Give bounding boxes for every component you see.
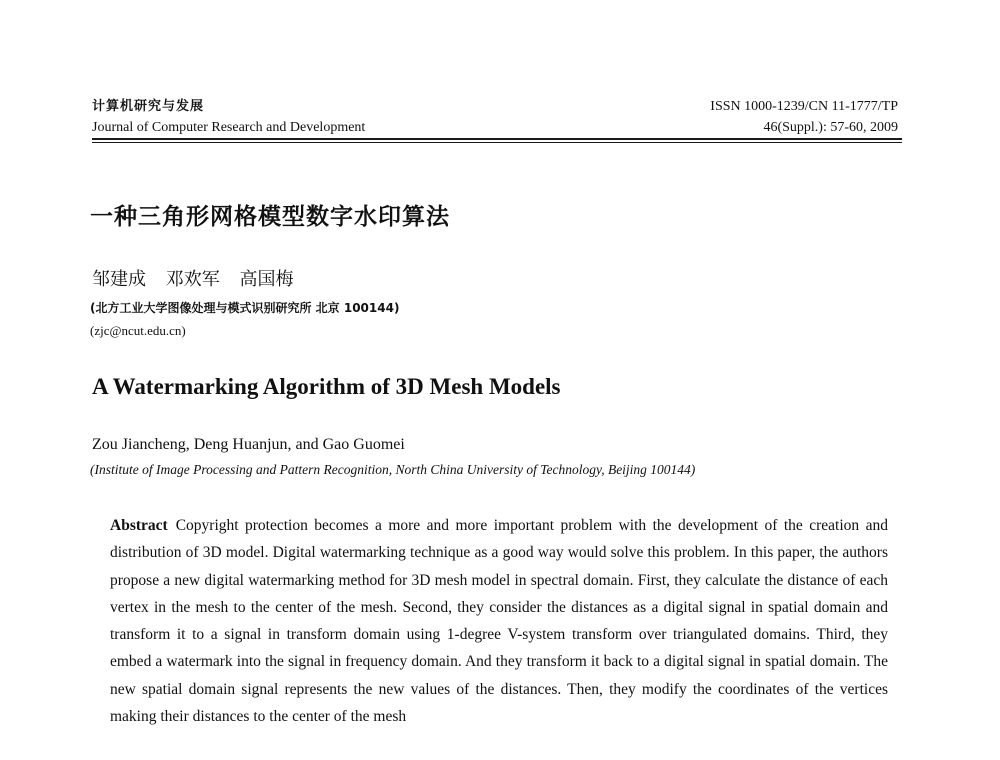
journal-name-cn: 计算机研究与发展 (92, 99, 205, 114)
header-divider-thin (92, 142, 902, 143)
article-title-en: A Watermarking Algorithm of 3D Mesh Models (92, 374, 561, 399)
author-email: (zjc@ncut.edu.cn) (90, 323, 186, 338)
journal-header-right (710, 98, 898, 137)
authors-en: Zou Jiancheng, Deng Huanjun, and Gao Guomei (92, 436, 405, 453)
header-divider-thick (92, 138, 902, 140)
issn-info: ISSN 1000-1239/CN 11-1777/TP (710, 99, 898, 114)
abstract (110, 512, 888, 730)
abstract-label: Abstract (110, 517, 168, 534)
authors-cn: 邹建成 邓欢军 高国梅 (92, 269, 294, 290)
abstract-text: Copyright protection becomes a more and more important problem with the development of the creation and distribution of 3D model. Digital watermarking technique as a good way would solve this problem. In this paper, the authors propose a new digital watermarking method for 3D mesh model in spectral domain. First, they calculate the distance of each vertex in the mesh to the center of the mesh. Second, they consider the distances as a digital signal in spatial domain and transform it to a signal in transform domain using 1-degree V-system transform over triangulated domains. Third, they embed a watermark into the signal in frequency domain. And they transform it back to a digital signal in spatial domain. The new spatial domain signal represents the new values of the distances. Then, they modify the coordinates of the vertices making their distances to the center of the mesh (110, 517, 888, 726)
journal-name-en: Journal of Computer Research and Development (92, 120, 366, 135)
journal-header-left (92, 98, 365, 137)
affiliation-cn: (北方工业大学图像处理与模式识别研究所 北京 100144) (90, 301, 400, 315)
affiliation-en: (Institute of Image Processing and Pattern Recognition, North China University of Technology, Beijing 100144) (90, 462, 696, 477)
volume-info: 46(Suppl.): 57-60, 2009 (763, 120, 898, 135)
article-title-cn: 一种三角形网格模型数字水印算法 (90, 204, 450, 230)
